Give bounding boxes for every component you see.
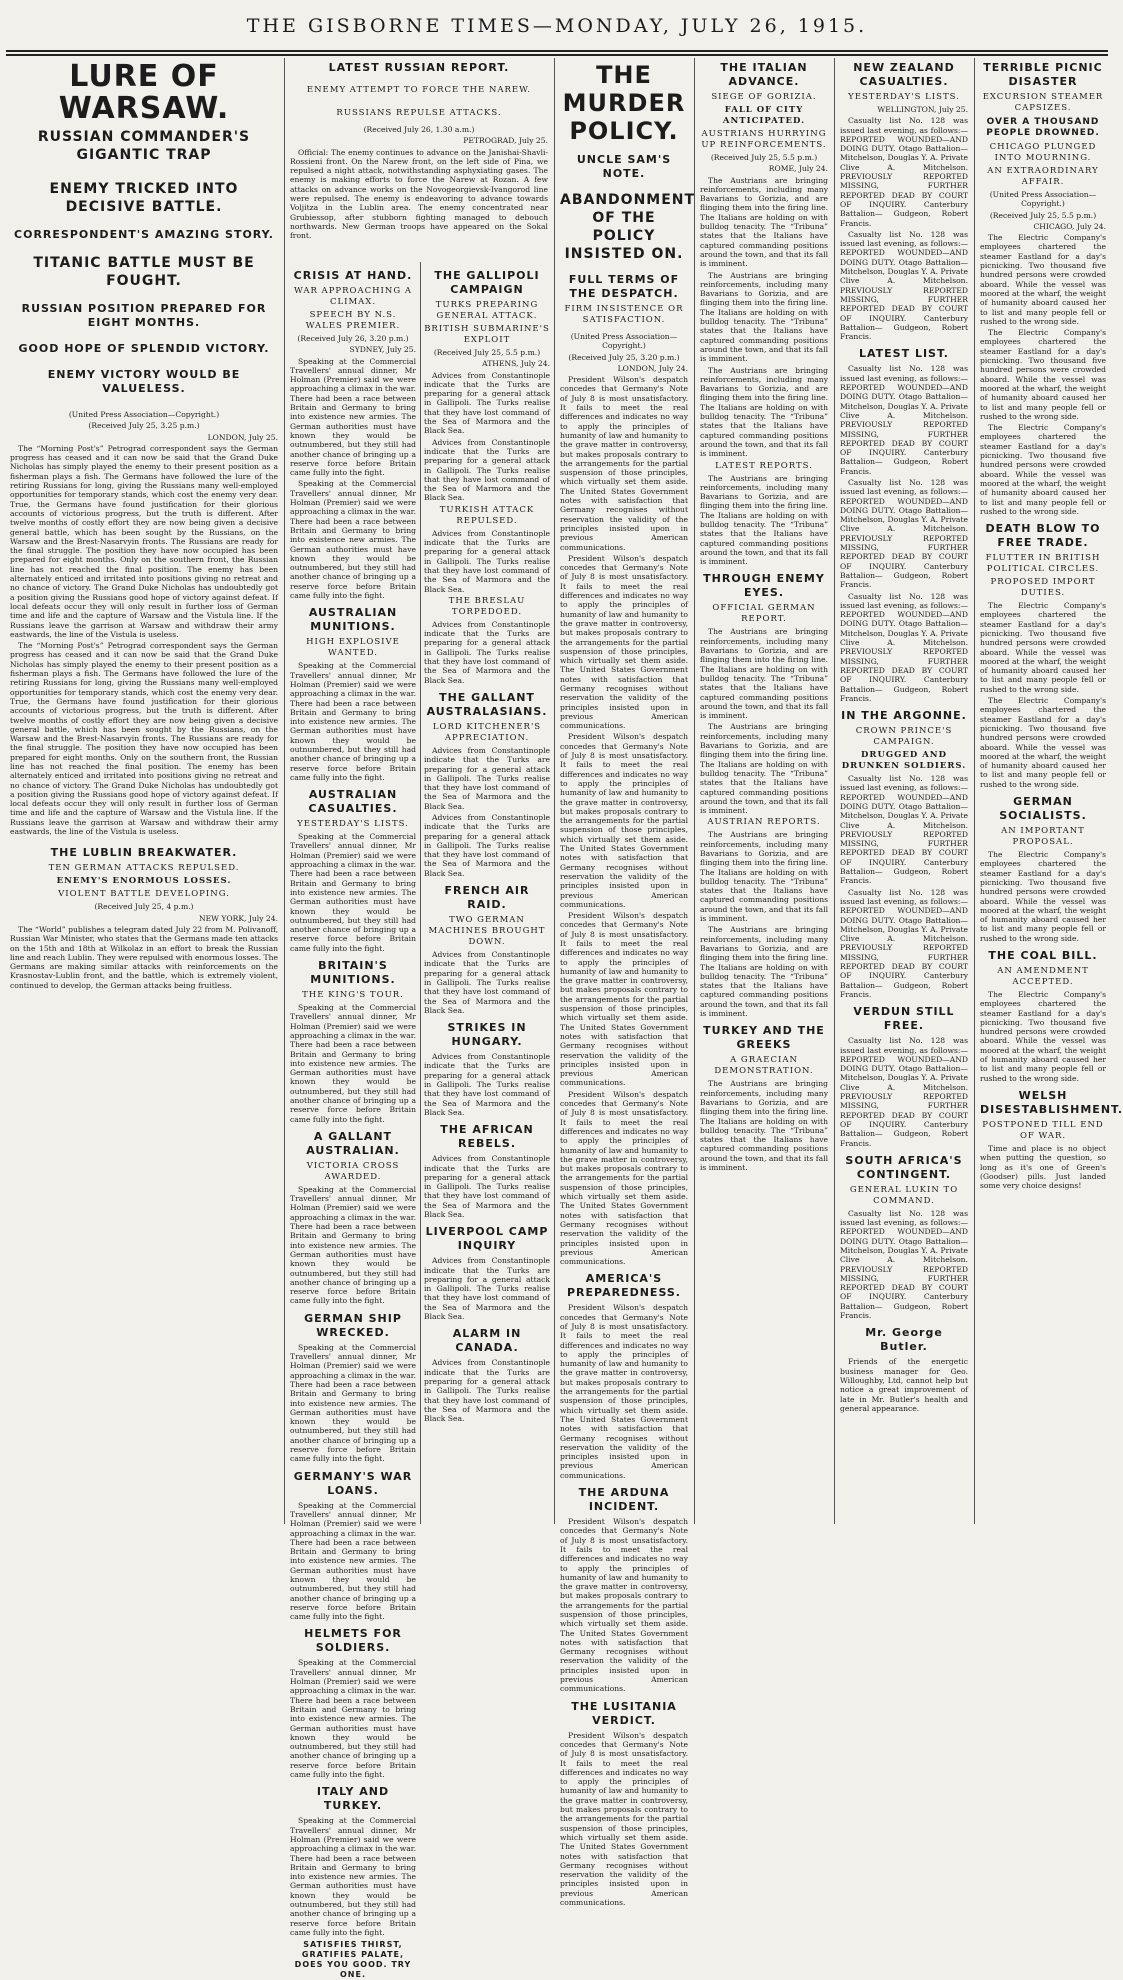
column-5	[700, 58, 828, 1524]
article-body: The Austrians are bringing reinforcements, including many Bavarians to Gorizia, and are flinging them into the firing line. The Italians are holding on with bulldog tenacity. The “Tribuna” states that the Italians have captured commanding positions around the town, and that its fall is imminent.	[700, 830, 828, 924]
headline: GERMAN SHIP WRECKED.	[304, 1311, 402, 1339]
subheadline: EXCURSION STEAMER CAPSIZES.	[982, 92, 1104, 113]
headline: AMERICA'S PREPAREDNESS.	[567, 1272, 681, 1300]
headline: LURE OF WARSAW.	[58, 59, 230, 126]
headline: AUSTRALIAN CASUALTIES.	[308, 788, 398, 816]
subheadline: TURKS PREPARING GENERAL ATTACK.	[435, 300, 539, 321]
article-body: Advices from Constantinople indicate that the Turks are preparing for a general attack in Gallipoli. The Turks realise that they have lost command of the Sea of Marmora and the Black Sea.	[424, 745, 550, 811]
article-body: The Austrians are bringing reinforcements, including many Bavarians to Gorizia, and are flinging them into the firing line. The Italians are holding on with bulldog tenacity. The “Tribuna” states that the Italians have captured commanding positions around the town, and that its fall is imminent.	[700, 270, 828, 364]
headline: LATEST LIST.	[859, 347, 949, 361]
article-body: The “Morning Post's” Petrograd correspondent says the German progress has ceased and it can now be said that the Grand Duke Nicholas has simply played the enemy to their present position as a fisherman plays a fish. The Germans have followed the lure of the retiring Russians for long, giving the Russians many well-employed opportunities for temporary stands, which cost the enemy very dear. True, the Germans have found justification for their glorious accounts of victorious progress, but the truth is different. After twelve months of costly effort they are now being given a decisive general battle, which has been sought by the Russians, on the Warsaw and the Brest-Nasarvyin fronts. The Russians are ready for the final struggle. The position they have now occupied has been prepared for eight months. Only on the southern front, the Russian line has not reached the final position. The enemy has been alternately enticed and irritated into positions giving no retreat and no chance of victory. The Grand Duke Nicholas has undoubtedly got a position giving the Russians good hope of victory against defeat. If local defeats occur they will only result in further loss of German time and life and the capture of Warsaw and the Vistula line. If the Russians leave the garrison at Warsaw and withdraw their army eastwards, the line of the Vistula is useless.	[10, 641, 278, 837]
subheadline: UNCLE SAM'S NOTE.	[576, 153, 672, 180]
headline: THE LUSITANIA VERDICT.	[571, 1699, 677, 1727]
subheadline: VIOLENT BATTLE DEVELOPING.	[58, 889, 230, 900]
credit: (United Press Association—Copyright.)	[989, 190, 1097, 209]
column-rule	[554, 58, 555, 1524]
article-body: The Electric Company's employees chartered the steamer Eastland for a day's picnicking. Two thousand five hundred persons were crowded aboard. While the vessel was moored at the wharf, the weight of humanity aboard caused her to list and many people fell or rushed to the wrong side.	[980, 328, 1106, 421]
article-body: Speaking at the Commercial Travellers' annual dinner, Mr Holman (Premier) said we were approaching a climax in the war. There had been a race between Britain and Germany to bring into existence new armies. The German authorities must have known they would be outnumbered, but they still had another chance of bringing up a reserve force before Britain came fully into the fight.	[290, 832, 417, 953]
subheadline: ENEMY'S ENORMOUS LOSSES.	[56, 876, 232, 887]
article-body: Speaking at the Commercial Travellers' annual dinner, Mr Holman (Premier) said we were approaching a climax in the war. There had been a race between Britain and Germany to bring into existence new armies. The German authorities must have known they would be outnumbered, but they still had another chance of bringing up a reserve force before Britain came fully into the fight.	[290, 356, 417, 478]
column-rule	[974, 58, 975, 1524]
received-time: (Received July 25, 3.20 p.m.)	[568, 352, 680, 362]
article-body: Advices from Constantinople indicate that the Turks are preparing for a general attack in Gallipoli. The Turks realise that they have lost command of the Sea of Marmora and the Black Sea.	[424, 437, 550, 503]
article-body: Casualty list No. 128 was issued last evening, as follows:— REPORTED WOUNDED—AND DOING DUTY. Otago Battalion— Mitchelson, Douglas Y. A. Private Clive A. Mitchelson. PREVIOUSLY REPORTED MISSING, FURTHER REPORTED DEAD BY COURT OF INQUIRY. Canterbury Battalion— Gudgeon, Robert Francis.	[840, 477, 968, 590]
headline: A GALLANT AUSTRALIAN.	[306, 1129, 400, 1157]
credit: (United Press Association—Copyright.)	[570, 332, 678, 351]
article-body: The Electric Company's employees chartered the steamer Eastland for a day's picnicking. Two thousand five hundred persons were crowded aboard. While the vessel was moored at the wharf, the weight of humanity aboard caused her to list and many people fell or rushed to the wrong side.	[980, 990, 1106, 1083]
headline: TURKEY AND THE GREEKS	[703, 1024, 825, 1052]
article-body: The Austrians are bringing reinforcements, including many Bavarians to Gorizia, and are flinging them into the firing line. The Italians are holding on with bulldog tenacity. The “Tribuna” states that the Italians have captured commanding positions around the town, and that its fall is imminent.	[700, 473, 828, 567]
column-rule	[834, 58, 835, 1524]
article-body: Advices from Constantinople indicate that the Turks are preparing for a general attack in Gallipoli. The Turks realise that they have lost command of the Sea of Marmora and the Black Sea.	[424, 619, 550, 685]
subheadline: AN IMPORTANT PROPOSAL.	[1001, 826, 1085, 848]
dateline: ROME, July 24.	[768, 164, 828, 174]
article-body: President Wilson's despatch concedes that Germany's Note of July 8 is most unsatisfactory. It fails to meet the real differences and indicates no way to apply the principles of humanity of law and humanity to the grave matter in controversy, but makes proposals contrary to the arrangements for the partial suspension of those principles, which virtually set them aside. The United States Government notes with satisfaction that Germany recognises without reservation the validity of the principles insisted upon in previous American communications.	[560, 1517, 688, 1694]
article-body: President Wilson's despatch concedes that Germany's Note of July 8 is most unsatisfactory. It fails to meet the real differences and indicates no way to apply the principles of humanity of law and humanity to the grave matter in controversy, but makes proposals contrary to the arrangements for the partial suspension of those principles, which virtually set them aside. The United States Government notes with satisfaction that Germany recognises without reservation the validity of the principles insisted upon in previous American communications.	[560, 375, 688, 552]
credit: (United Press Association—Copyright.)	[68, 410, 220, 419]
article-body: The Electric Company's employees chartered the steamer Eastland for a day's picnicking. Two thousand five hundred persons were crowded aboard. While the vessel was moored at the wharf, the weight of humanity aboard caused her to list and many people fell or rushed to the wrong side.	[980, 850, 1106, 943]
masthead-rule-2	[6, 54, 1108, 56]
subheadline: THE BRESLAU TORPEDOED.	[448, 595, 526, 617]
article-body: Speaking at the Commercial Travellers' annual dinner, Mr Holman (Premier) said we were approaching a climax in the war. There had been a race between Britain and Germany to bring into existence new armies. The German authorities must have known they would be outnumbered, but they still had another chance of bringing up a reserve force before Britain came fully into the fight.	[290, 1184, 417, 1306]
article-body: Advices from Constantinople indicate that the Turks are preparing for a general attack in Gallipoli. The Turks realise that they have lost command of the Sea of Marmora and the Black Sea.	[424, 1256, 550, 1322]
headline: CRISIS AT HAND.	[293, 269, 413, 282]
article-body: Advices from Constantinople indicate that the Turks are preparing for a general attack in Gallipoli. The Turks realise that they have lost command of the Sea of Marmora and the Black Sea.	[424, 1358, 550, 1424]
subheadline: CORRESPONDENT'S AMAZING STORY.	[14, 228, 274, 241]
subheadline: RUSSIANS REPULSE ATTACKS.	[336, 108, 502, 118]
headline: HELMETS FOR SOLDIERS.	[304, 1627, 402, 1655]
headline: DEATH BLOW TO FREE TRADE.	[985, 522, 1101, 550]
article-body: Casualty list No. 128 was issued last evening, as follows:— REPORTED WOUNDED—AND DOING DUTY. Otago Battalion— Mitchelson, Douglas Y. A. Private Clive A. Mitchelson. PREVIOUSLY REPORTED MISSING, FURTHER REPORTED DEAD BY COURT OF INQUIRY. Canterbury Battalion— Gudgeon, Robert Francis.	[840, 887, 968, 999]
article-body: Casualty list No. 128 was issued last evening, as follows:— REPORTED WOUNDED—AND DOING DUTY. Otago Battalion— Mitchelson, Douglas Y. A. Private Clive A. Mitchelson. PREVIOUSLY REPORTED MISSING, FURTHER REPORTED DEAD BY COURT OF INQUIRY. Canterbury Battalion— Gudgeon, Robert Francis.	[840, 591, 968, 703]
column-rule	[284, 58, 285, 1524]
subheadline: VICTORIA CROSS AWARDED.	[306, 1160, 400, 1182]
article-body: Speaking at the Commercial Travellers' annual dinner, Mr Holman (Premier) said we were approaching a climax in the war. There had been a race between Britain and Germany to bring into existence new armies. The German authorities must have known they would be outnumbered, but they still had another chance of bringing up a reserve force before Britain came fully into the fight.	[290, 479, 417, 601]
article-body: Casualty list No. 128 was issued last evening, as follows:— REPORTED WOUNDED—AND DOING DUTY. Otago Battalion— Mitchelson, Douglas Y. A. Private Clive A. Mitchelson. PREVIOUSLY REPORTED MISSING, FURTHER REPORTED DEAD BY COURT OF INQUIRY. Canterbury Battalion— Gudgeon, Robert Francis.	[840, 1036, 968, 1148]
article-body: Speaking at the Commercial Travellers' annual dinner, Mr Holman (Premier) said we were approaching a climax in the war. There had been a race between Britain and Germany to bring into existence new armies. The German authorities must have known they would be outnumbered, but they still had another chance of bringing up a reserve force before Britain came fully into the fight.	[290, 1500, 417, 1622]
article-body: The Austrians are bringing reinforcements, including many Bavarians to Gorizia, and are flinging them into the firing line. The Italians are holding on with bulldog tenacity. The “Tribuna” states that the Italians have captured commanding positions around the town, and that its fall is imminent.	[700, 722, 828, 816]
article-body: President Wilson's despatch concedes that Germany's Note of July 8 is most unsatisfactory. It fails to meet the real differences and indicates no way to apply the principles of humanity of law and humanity to the grave matter in controversy, but makes proposals contrary to the arrangements for the partial suspension of those principles, which virtually set them aside. The United States Government notes with satisfaction that Germany recognises without reservation the validity of the principles insisted upon in previous American communications.	[560, 911, 688, 1088]
subheadline: ENEMY ATTEMPT TO FORCE THE NAREW.	[306, 85, 532, 95]
article-body: Advices from Constantinople indicate that the Turks are preparing for a general attack in Gallipoli. The Turks realise that they have lost command of the Sea of Marmora and the Black Sea.	[424, 1154, 550, 1219]
article-latest-russian-report	[290, 58, 548, 258]
subheadline: TURKISH ATTACK REPULSED.	[439, 504, 535, 526]
received-time: (Received July 26, 3.20 p.m.)	[297, 334, 409, 343]
article-lure-of-warsaw	[10, 58, 278, 1524]
column-rule	[420, 262, 421, 1524]
article-body: Casualty list No. 128 was issued last evening, as follows:— REPORTED WOUNDED—AND DOING DUTY. Otago Battalion— Mitchelson, Douglas Y. A. Private Clive A. Mitchelson. PREVIOUSLY REPORTED MISSING, FURTHER REPORTED DEAD BY COURT OF INQUIRY. Canterbury Battalion— Gudgeon, Robert Francis.	[840, 229, 968, 342]
article-body: The “Morning Post's” Petrograd correspondent says the German progress has ceased and it can now be said that the Grand Duke Nicholas has simply played the enemy to their present position as a fisherman plays a fish. The Germans have followed the lure of the retiring Russians for long, giving the Russians many well-employed opportunities for temporary stands, which cost the enemy very dear. True, the Germans have found justification for their glorious accounts of victorious progress, but the truth is different. After twelve months of costly effort they are now being given a decisive general battle, which has been sought by the Russians, on the Warsaw and the Brest-Nasarvyin fronts. The Russians are ready for the final struggle. The position they have now occupied has been prepared for eight months. Only on the southern front, the Russian line has not reached the final position. The enemy has been alternately enticed and irritated into positions giving no retreat and no chance of victory. The Grand Duke Nicholas has undoubtedly got a position giving the Russians good hope of victory against defeat. If local defeats occur they will only result in further loss of German time and life and the capture of Warsaw and the Vistula line. If the Russians leave the garrison at Warsaw and withdraw their army eastwards, the line of the Vistula is useless.	[10, 443, 278, 639]
headline: THE GALLANT AUSTRALASIANS.	[426, 690, 548, 718]
subheadline: A GRAECIAN DEMONSTRATION.	[714, 1055, 814, 1077]
subheadline: YESTERDAY'S LISTS.	[848, 92, 960, 102]
subheadline: FLUTTER IN BRITISH POLITICAL CIRCLES.	[985, 553, 1101, 575]
subheadline: TEN GERMAN ATTACKS REPULSED.	[48, 863, 240, 874]
article-body: Speaking at the Commercial Travellers' annual dinner, Mr Holman (Premier) said we were approaching a climax in the war. There had been a race between Britain and Germany to bring into existence new armies. The German authorities must have known they would be outnumbered, but they still had another chance of bringing up a reserve force before Britain came fully into the fight.	[290, 1003, 417, 1124]
subheadline: CHICAGO PLUNGED INTO MOURNING.	[989, 142, 1097, 163]
headline: ALARM IN CANADA.	[452, 1327, 522, 1355]
headline: Mr. George Butler.	[865, 1326, 943, 1354]
article-body: Casualty list No. 128 was issued last evening, as follows:— REPORTED WOUNDED—AND DOING DUTY. Otago Battalion— Mitchelson, Douglas Y. A. Private Clive A. Mitchelson. PREVIOUSLY REPORTED MISSING, FURTHER REPORTED DEAD BY COURT OF INQUIRY. Canterbury Battalion— Gudgeon, Robert Francis.	[840, 1208, 968, 1321]
subheadline: TWO GERMAN MACHINES BROUGHT DOWN.	[428, 915, 546, 948]
article-body: The Austrians are bringing reinforcements, including many Bavarians to Gorizia, and are flinging them into the firing line. The Italians are holding on with bulldog tenacity. The “Tribuna” states that the Italians have captured commanding positions around the town, and that its fall is imminent.	[700, 1079, 828, 1173]
article-body: Advices from Constantinople indicate that the Turks are preparing for a general attack in Gallipoli. The Turks realise that they have lost command of the Sea of Marmora and the Black Sea.	[424, 528, 550, 594]
article-body: The Austrians are bringing reinforcements, including many Bavarians to Gorizia, and are flinging them into the firing line. The Italians are holding on with bulldog tenacity. The “Tribuna” states that the Italians have captured commanding positions around the town, and that its fall is imminent.	[700, 925, 828, 1019]
subheadline: YESTERDAY'S LISTS.	[297, 819, 409, 830]
advertisement: SATISFIES THIRST, GRATIFIES PALATE, DOES YOU GOOD. TRY ONE.	[294, 1940, 412, 1980]
subheadline: AUSTRIAN REPORTS.	[707, 817, 821, 828]
dateline: ATHENS, July 24.	[482, 359, 550, 369]
article-body: Official: The enemy continues to advance on the Janishai-Shavli-Rossieni front. On the Narew front, on the left side of Pina, we repulsed a night attack, notwithstanding asphyxiating gases. The enemy is making efforts to force the Narew at Rozan. A few attacks on advance works on the Novogeorgievsk-Ivangorod line were repulsed. The enemy is endeavoring to advance towards Voljitza in the Lublin area. The enemy concentrated near Grubiessop, after stubborn fighting managed to debouch northwards. New German troops have appeared on the Sokal front.	[290, 147, 548, 241]
column-6	[840, 58, 968, 1524]
article-body: Advices from Constantinople indicate that the Turks are preparing for a general attack in Gallipoli. The Turks realise that they have lost command of the Sea of Marmora and the Black Sea.	[424, 812, 550, 878]
subheadline: BRITISH SUBMARINE'S EXPLOIT	[424, 324, 550, 345]
subheadline: HIGH EXPLOSIVE WANTED.	[306, 637, 400, 659]
received-time: (Received July 25, 5.5 p.m.)	[710, 153, 818, 162]
headline: IN THE ARGONNE.	[841, 709, 967, 723]
subheadline: DRUGGED AND DRUNKEN SOLDIERS.	[841, 750, 967, 772]
subheadline: RUSSIAN COMMANDER'S GIGANTIC TRAP	[37, 129, 251, 163]
subheadline: CROWN PRINCE'S CAMPAIGN.	[855, 726, 953, 748]
subheadline: THE KING'S TOUR.	[302, 990, 404, 1001]
headline: LIVERPOOL CAMP INQUIRY	[425, 1225, 549, 1253]
subheadline: WAR APPROACHING A CLIMAX.	[294, 286, 412, 307]
headline: GERMAN SOCIALISTS.	[999, 795, 1087, 823]
subheadline: LATEST REPORTS.	[715, 460, 813, 471]
subheadline: AUSTRIANS HURRYING UP REINFORCEMENTS.	[701, 129, 827, 150]
article-body: Casualty list No. 128 was issued last evening, as follows:— REPORTED WOUNDED—AND DOING DUTY. Otago Battalion— Mitchelson, Douglas Y. A. Private Clive A. Mitchelson. PREVIOUSLY REPORTED MISSING, FURTHER REPORTED DEAD BY COURT OF INQUIRY. Canterbury Battalion— Gudgeon, Robert Francis.	[840, 116, 968, 228]
headline: ITALY AND TURKEY.	[316, 1785, 390, 1813]
article-body: President Wilson's despatch concedes that Germany's Note of July 8 is most unsatisfactory. It fails to meet the real differences and indicates no way to apply the principles of humanity of law and humanity to the grave matter in controversy, but makes proposals contrary to the arrangements for the partial suspension of those principles, which virtually set them aside. The United States Government notes with satisfaction that Germany recognises without reservation the validity of the principles insisted upon in previous American communications.	[560, 1089, 688, 1267]
subheadline: RUSSIAN POSITION PREPARED FOR EIGHT MONTHS.	[21, 302, 267, 329]
article-body: Casualty list No. 128 was issued last evening, as follows:— REPORTED WOUNDED—AND DOING DUTY. Otago Battalion— Mitchelson, Douglas Y. A. Private Clive A. Mitchelson. PREVIOUSLY REPORTED MISSING, FURTHER REPORTED DEAD BY COURT OF INQUIRY. Canterbury Battalion— Gudgeon, Robert Francis.	[840, 774, 968, 886]
dateline: PETROGRAD, July 25.	[463, 136, 548, 146]
article-body: President Wilson's despatch concedes that Germany's Note of July 8 is most unsatisfactory. It fails to meet the real differences and indicates no way to apply the principles of humanity of law and humanity to the grave matter in controversy, but makes proposals contrary to the arrangements for the partial suspension of those principles, which virtually set them aside. The United States Government notes with satisfaction that Germany recognises without reservation the validity of the principles insisted upon in previous American communications.	[560, 1730, 688, 1908]
headline: VERDUN STILL FREE.	[853, 1005, 955, 1033]
column-4	[560, 58, 696, 1908]
subheadline: AN EXTRAORDINARY AFFAIR.	[987, 166, 1099, 187]
headline: NEW ZEALAND CASUALTIES.	[853, 61, 955, 88]
article-body: The Austrians are bringing reinforcements, including many Bavarians to Gorizia, and are flinging them into the firing line. The Italians are holding on with bulldog tenacity. The “Tribuna” states that the Italians have captured commanding positions around the town, and that its fall is imminent.	[700, 175, 828, 269]
subheadline: GOOD HOPE OF SPLENDID VICTORY.	[18, 342, 270, 355]
subheadline: ABANDONMENT OF THE POLICY INSISTED ON.	[560, 192, 696, 262]
headline: THE COAL BILL.	[988, 949, 1098, 962]
headline: TERRIBLE PICNIC DISASTER	[983, 61, 1103, 88]
column-2a	[290, 266, 417, 1980]
headline: WELSH DISESTABLISHMENT.	[980, 1088, 1123, 1116]
article-body: The Electric Company's employees chartered the steamer Eastland for a day's picnicking. Two thousand five hundred persons were crowded aboard. While the vessel was moored at the wharf, the weight of humanity aboard caused her to list and many people fell or rushed to the wrong side.	[980, 601, 1106, 694]
headline: SOUTH AFRICA'S CONTINGENT.	[845, 1153, 963, 1181]
subheadline: LORD KITCHENER'S APPRECIATION.	[432, 721, 542, 743]
headline: AUSTRALIAN MUNITIONS.	[308, 606, 398, 634]
masthead-rule	[6, 50, 1108, 52]
dateline: WELLINGTON, July 25.	[877, 105, 968, 114]
headline: LATEST RUSSIAN REPORT.	[328, 61, 510, 74]
headline: THE ARDUNA INCIDENT.	[578, 1486, 670, 1514]
subheadline: SPEECH BY N.S. WALES PREMIER.	[305, 310, 401, 331]
column-3	[424, 266, 550, 1524]
headline: THE GALLIPOLI CAMPAIGN	[434, 269, 540, 296]
dateline: LONDON, July 25.	[207, 432, 278, 442]
headline: BRITAIN'S MUNITIONS.	[310, 959, 396, 987]
article-body: President Wilson's despatch concedes that Germany's Note of July 8 is most unsatisfactory. It fails to meet the real differences and indicates no way to apply the principles of humanity of law and humanity to the grave matter in controversy, but makes proposals contrary to the arrangements for the partial suspension of those principles, which virtually set them aside. The United States Government notes with satisfaction that Germany recognises without reservation the validity of the principles insisted upon in previous American communications.	[560, 553, 688, 731]
dateline: SYDNEY, July 25.	[349, 345, 416, 355]
subheadline: OFFICIAL GERMAN REPORT.	[712, 603, 816, 625]
subheadline: FULL TERMS OF THE DESPATCH.	[568, 273, 680, 300]
article-body: The Electric Company's employees chartered the steamer Eastland for a day's picnicking. Two thousand five hundred persons were crowded aboard. While the vessel was moored at the wharf, the weight of humanity aboard caused her to list and many people fell or rushed to the wrong side.	[980, 423, 1106, 516]
subheadline: FIRM INSISTENCE OR SATISFACTION.	[564, 304, 684, 325]
article-body: The Electric Company's employees chartered the steamer Eastland for a day's picnicking. Two thousand five hundred persons were crowded aboard. While the vessel was moored at the wharf, the weight of humanity aboard caused her to list and many people fell or rushed to the wrong side.	[980, 696, 1106, 789]
dateline: LONDON, July 24.	[617, 363, 688, 373]
received-time: (Received July 25, 3.25 p.m.)	[88, 421, 200, 431]
headline: THE AFRICAN REBELS.	[440, 1123, 534, 1151]
headline: THE ITALIAN ADVANCE.	[720, 61, 808, 88]
subheadline: THE LUBLIN BREAKWATER.	[50, 846, 238, 860]
received-time: (Received July 26, 1.30 a.m.)	[363, 125, 475, 134]
subheadline: ENEMY TRICKED INTO DECISIVE BATTLE.	[49, 181, 239, 215]
dateline: NEW YORK, July 24.	[198, 913, 278, 923]
article-body: The Austrians are bringing reinforcements, including many Bavarians to Gorizia, and are flinging them into the firing line. The Italians are holding on with bulldog tenacity. The “Tribuna” states that the Italians have captured commanding positions around the town, and that its fall is imminent.	[700, 627, 828, 721]
headline: GERMANY'S WAR LOANS.	[293, 1469, 413, 1497]
subheadline: GENERAL LUKIN TO COMMAND.	[849, 1184, 959, 1206]
subheadline: SIEGE OF GORIZIA.	[711, 92, 817, 102]
column-7	[980, 58, 1123, 1524]
received-time: (Received July 25, 5.5 p.m.)	[989, 210, 1097, 220]
article-body: Advices from Constantinople indicate that the Turks are preparing for a general attack in Gallipoli. The Turks realise that they have lost command of the Sea of Marmora and the Black Sea.	[424, 370, 550, 436]
article-body: Speaking at the Commercial Travellers' annual dinner, Mr Holman (Premier) said we were approaching a climax in the war. There had been a race between Britain and Germany to bring into existence new armies. The German authorities must have known they would be outnumbered, but they still had another chance of bringing up a reserve force before Britain came fully into the fight.	[290, 661, 417, 782]
subheadline: TITANIC BATTLE MUST BE FOUGHT.	[33, 255, 255, 289]
article-body: Speaking at the Commercial Travellers' annual dinner, Mr Holman (Premier) said we were approaching a climax in the war. There had been a race between Britain and Germany to bring into existence new armies. The German authorities must have known they would be outnumbered, but they still had another chance of bringing up a reserve force before Britain came fully into the fight.	[290, 1658, 417, 1780]
article-body: President Wilson's despatch concedes that Germany's Note of July 8 is most unsatisfactory. It fails to meet the real differences and indicates no way to apply the principles of humanity of law and humanity to the grave matter in controversy, but makes proposals contrary to the arrangements for the partial suspension of those principles, which virtually set them aside. The United States Government notes with satisfaction that Germany recognises without reservation the validity of the principles insisted upon in previous American communications.	[560, 732, 688, 909]
article-body: The “World” publishes a telegram dated July 22 from M. Polivanoff, Russian War Minister, who states that the Germans made ten attacks on the 15th and 18th at Wilkolaz in an effort to break the Russian line and reach Lublin. They were repulsed with enormous losses. The Germans are making similar attacks with reinforcements on the Krasnostav-Lublin front, and the battle, which is extremely violent, continued to develop, the German attacks being fruitless.	[10, 924, 278, 990]
article-body: Advices from Constantinople indicate that the Turks are preparing for a general attack in Gallipoli. The Turks realise that they have lost command of the Sea of Marmora and the Black Sea.	[424, 950, 550, 1015]
article-body: The Electric Company's employees chartered the steamer Eastland for a day's picnicking. Two thousand five hundred persons were crowded aboard. While the vessel was moored at the wharf, the weight of humanity aboard caused her to list and many people fell or rushed to the wrong side.	[980, 233, 1106, 326]
headline: THROUGH ENEMY EYES.	[703, 572, 825, 600]
received-time: (Received July 25, 5.5 p.m.)	[433, 348, 541, 357]
article-body: Time and place is no object when putting the question, so long as it's one of Green's (Goodser) pills. Just landed some very choice designs!	[980, 1143, 1106, 1191]
subheadline: PROPOSED IMPORT DUTIES.	[990, 577, 1096, 599]
article-body: President Wilson's despatch concedes that Germany's Note of July 8 is most unsatisfactory. It fails to meet the real differences and indicates no way to apply the principles of humanity of law and humanity to the grave matter in controversy, but makes proposals contrary to the arrangements for the partial suspension of those principles, which virtually set them aside. The United States Government notes with satisfaction that Germany recognises without reservation the validity of the principles insisted upon in previous American communications.	[560, 1303, 688, 1480]
headline: THE MURDER POLICY.	[562, 61, 686, 145]
subheadline: AN AMENDMENT ACCEPTED.	[997, 966, 1089, 987]
masthead: THE GISBORNE TIMES—MONDAY, JULY 26, 1915.	[246, 15, 868, 37]
subheadline: FALL OF CITY ANTICIPATED.	[722, 105, 806, 126]
article-body: The Austrians are bringing reinforcements, including many Bavarians to Gorizia, and are flinging them into the firing line. The Italians are holding on with bulldog tenacity. The “Tribuna” states that the Italians have captured commanding positions around the town, and that its fall is imminent.	[700, 365, 828, 459]
article-body: Advices from Constantinople indicate that the Turks are preparing for a general attack in Gallipoli. The Turks realise that they have lost command of the Sea of Marmora and the Black Sea.	[424, 1052, 550, 1117]
article-body: Friends of the energetic business manager for Geo. Willoughby, Ltd, cannot help but notice a great improvement of late in Mr. Butler's health and general appearance.	[840, 1357, 968, 1413]
subheadline: OVER A THOUSAND PEOPLE DROWNED.	[986, 117, 1100, 138]
column-rule	[694, 58, 695, 1524]
article-body: Speaking at the Commercial Travellers' annual dinner, Mr Holman (Premier) said we were approaching a climax in the war. There had been a race between Britain and Germany to bring into existence new armies. The German authorities must have known they would be outnumbered, but they still had another chance of bringing up a reserve force before Britain came fully into the fight.	[290, 1342, 417, 1464]
headline: STRIKES IN HUNGARY.	[447, 1021, 527, 1049]
article-body: Casualty list No. 128 was issued last evening, as follows:— REPORTED WOUNDED—AND DOING DUTY. Otago Battalion— Mitchelson, Douglas Y. A. Private Clive A. Mitchelson. PREVIOUSLY REPORTED MISSING, FURTHER REPORTED DEAD BY COURT OF INQUIRY. Canterbury Battalion— Gudgeon, Robert Francis.	[840, 364, 968, 476]
received-time: (Received July 25, 4 p.m.)	[94, 902, 194, 912]
article-body: Speaking at the Commercial Travellers' annual dinner, Mr Holman (Premier) said we were approaching a climax in the war. There had been a race between Britain and Germany to bring into existence new armies. The German authorities must have known they would be outnumbered, but they still had another chance of bringing up a reserve force before Britain came fully into the fight.	[290, 1816, 417, 1937]
dateline: CHICAGO, July 24.	[1033, 221, 1106, 231]
headline: FRENCH AIR RAID.	[444, 884, 530, 912]
subheadline: POSTPONED TILL END OF WAR.	[982, 1119, 1104, 1141]
subheadline: ENEMY VICTORY WOULD BE VALUELESS.	[47, 368, 241, 395]
